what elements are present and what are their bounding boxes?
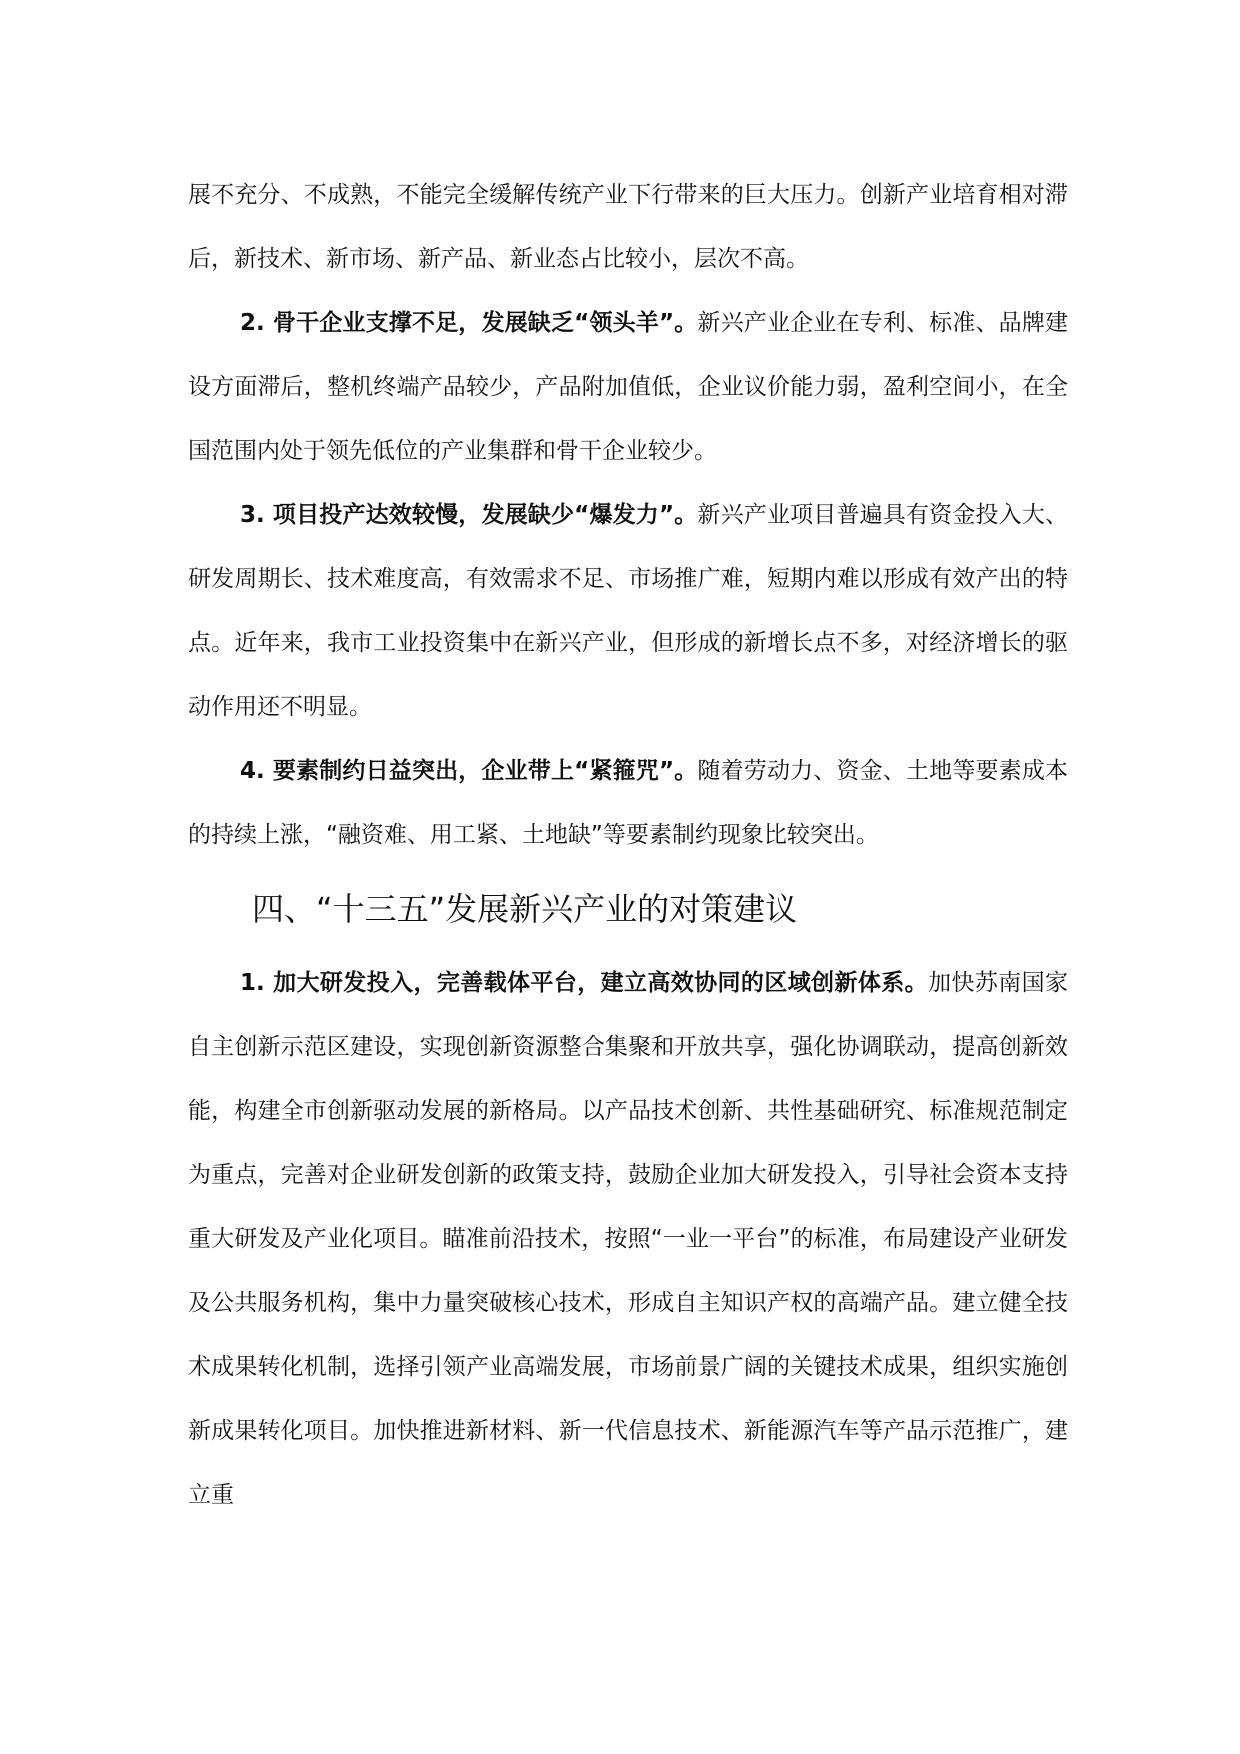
document-body: [188, 163, 1068, 1527]
paragraph-item-4: [188, 739, 1068, 867]
paragraph-lead: 2. 骨干企业支撑不足，发展缺乏“领头羊”。: [240, 310, 698, 336]
paragraph-text: 新兴产业企业在专利、标准、品牌建设方面滞后，整机终端产品较少，产品附加值低，企业议价能力弱，盈利空间小，在全国范围内处于领先低位的产业集群和骨干企业较少。: [188, 310, 1068, 464]
paragraph-continued: [188, 163, 1068, 291]
paragraph-item-2: [188, 291, 1068, 483]
paragraph-text: 加快苏南国家自主创新示范区建设，实现创新资源整合集聚和开放共享，强化协调联动，提高创新效能，构建全市创新驱动发展的新格局。以产品技术创新、共性基础研究、标准规范制定为重点，完善对企业研发创新的政策支持，鼓励企业加大研发投入，引导社会资本支持重大研发及产业化项目。瞄准前沿技术，按照“一业一平台”的标准，布局建设产业研发及公共服务机构，集中力量突破核心技术，形成自主知识产权的高端产品。建立健全技术成果转化机制，选择引领产业高端发展，市场前景广阔的关键技术成果，组织实施创新成果转化项目。加快推进新材料、新一代信息技术、新能源汽车等产品示范推广，建立重: [188, 970, 1069, 1508]
paragraph-lead: 1. 加大研发投入，完善载体平台，建立高效协同的区域创新体系。: [240, 970, 929, 996]
paragraph-lead: 3. 项目投产达效较慢，发展缺少“爆发力”。: [240, 502, 698, 528]
paragraph-text: 展不充分、不成熟，不能完全缓解传统产业下行带来的巨大压力。创新产业培育相对滞后，新技术、新市场、新产品、新业态占比较小，层次不高。: [188, 182, 1068, 272]
paragraph-item-3: [188, 483, 1068, 739]
paragraph-text: 新兴产业项目普遍具有资金投入大、研发周期长、技术难度高，有效需求不足、市场推广难，短期内难以形成有效产出的特点。近年来，我市工业投资集中在新兴产业，但形成的新增长点不多，对经济增长的驱动作用还不明显。: [188, 502, 1068, 720]
paragraph-text: 随着劳动力、资金、土地等要素成本的持续上涨，“融资难、用工紧、土地缺”等要素制约现象比较突出。: [188, 758, 1068, 848]
section-heading: 四、“十三五”发展新兴产业的对策建议: [252, 890, 798, 928]
paragraph-lead: 4. 要素制约日益突出，企业带上“紧箍咒”。: [240, 758, 698, 784]
paragraph-item-1: [188, 951, 1068, 1527]
